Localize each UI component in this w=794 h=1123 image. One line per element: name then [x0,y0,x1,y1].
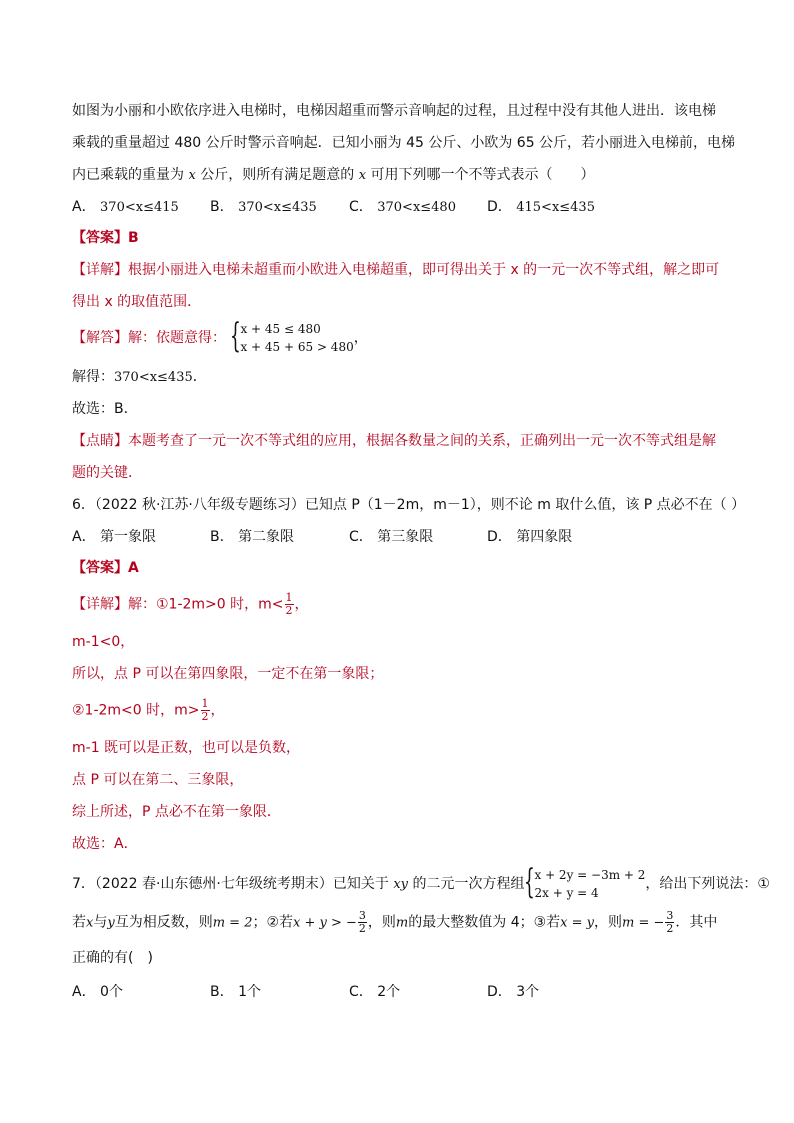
q7-option-d: D． 3个 [487,984,540,1000]
fraction-one-half: $\frac{1}{2}$ [201,697,209,723]
q5-option-d: D． 415<x≤435 [487,199,595,215]
q7-stem-line-1: 7．（2022 春·山东德州·七年级统考期末）已知关于 xy 的二元一次方程组 { x + 2y = −3m + 2 2x + y = 4 ，给出下列说法：① [72,862,770,902]
q5-stem-line-3: 内已乘载的重量为 x 公斤，则所有满足题意的 x 可用下列哪一个不等式表示（ ） [72,167,595,183]
q5-choose: 故选：B． [72,401,138,417]
q7-option-c: C． 2个 [349,984,401,1000]
q6-option-a: A． 第一象限 [72,529,157,545]
q7-option-b: B． 1个 [210,984,261,1000]
fraction-three-halves: $\frac{3}{2}$ [358,909,366,935]
fraction-one-half: $\frac{1}{2}$ [285,591,293,617]
q6-detail-2: m-1<0， [72,634,135,650]
q6-option-c: C． 第三象限 [349,529,434,545]
q5-detail-line-2: 得出 x 的取值范围． [72,294,202,310]
q6-detail-7: 综上所述，P 点必不在第一象限． [72,804,281,820]
q5-stem-line-2: 乘载的重量超过 480 公斤时警示音响起．已知小丽为 45 公斤、小欧为 65 公斤，若小丽进入电梯前，电梯 [72,135,736,151]
q5-comment-line-2: 题的关键． [72,465,142,481]
q6-detail-3: 所以，点 P 可以在第四象限，一定不在第一象限； [72,666,384,682]
q7-stem-line-3: 正确的有( ) [72,950,153,966]
solve-label: 【解答】解：依题意得： [72,330,226,346]
q5-answer: 【答案】B [72,230,139,246]
q7-option-a: A． 0个 [72,984,123,1000]
q5-solution: 【解答】解：依题意得： { x + 45 ≤ 480 x + 45 + 65 > 480 ， [72,316,368,356]
q5-comment-line-1: 【点睛】本题考查了一元一次不等式组的应用，根据各数量之间的关系，正确列出一元一次不等式组是解 [72,433,716,449]
q6-option-d: D． 第四象限 [487,529,573,545]
q6-answer: 【答案】A [72,560,139,576]
q6-choose: 故选：A． [72,836,138,852]
inequality-system: { x + 45 ≤ 480 x + 45 + 65 > 480 [230,316,354,356]
q5-detail-line-1: 【详解】根据小丽进入电梯未超重而小欧进入电梯超重，即可得出关于 x 的一元一次不等式组，解之即可 [72,262,720,278]
equation-system: { x + 2y = −3m + 2 2x + y = 4 [524,862,646,902]
q5-option-c: C． 370<x≤480 [349,199,456,215]
q6-option-b: B． 第二象限 [210,529,295,545]
fraction-three-halves: $\frac{3}{2}$ [666,909,674,935]
q6-detail-6: 点 P 可以在第二、三象限， [72,772,244,788]
q5-option-a: A． 370<x≤415 [72,199,179,215]
q5-option-b: B． 370<x≤435 [210,199,317,215]
q6-stem: 6．（2022 秋·江苏·八年级专题练习）已知点 P（1－2m，m－1），则不论 m 取什么值，该 P 点必不在（ ） [72,497,746,513]
q6-detail-4: ②1-2m<0 时，m> $\frac{1}{2}$ ， [72,697,225,723]
q6-detail-5: m-1 既可以是正数，也可以是负数， [72,740,301,756]
q6-detail-1: 【详解】解：①1-2m>0 时，m< $\frac{1}{2}$ ， [72,591,309,617]
q7-stem-line-2: 若x与y互为相反数，则m = 2；②若x + y > − $\frac{3}{2}$ ，则m的最大整数值为 4；③若x = y，则m = − $\frac{3}{2}$ ．其中 [72,909,718,935]
q5-stem-line-1: 如图为小丽和小欧依序进入电梯时，电梯因超重而警示音响起的过程，且过程中没有其他人进出．该电梯 [72,103,716,119]
q5-result: 解得：370<x≤435． [72,369,207,385]
